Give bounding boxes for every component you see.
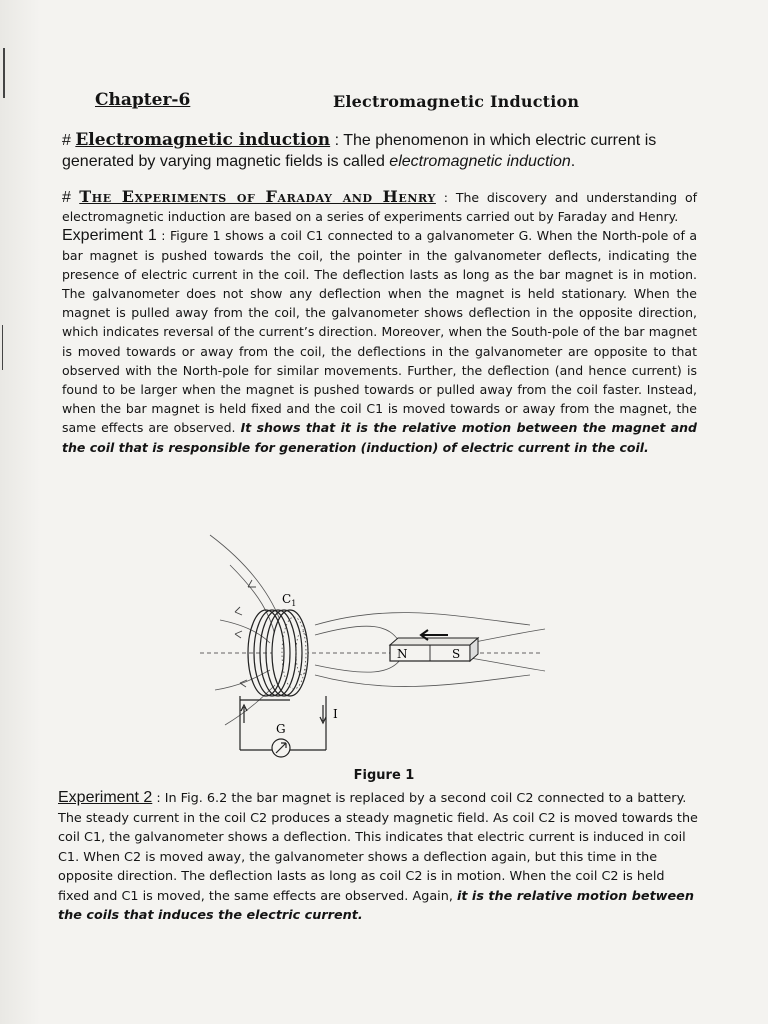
hash-marker: # <box>62 132 76 149</box>
faraday-paragraph <box>62 187 697 226</box>
chapter-title: Electromagnetic Induction <box>333 92 580 111</box>
experiments-section <box>62 187 697 457</box>
definition-text: The phenomenon in which electric current is generated by varying magnetic fields is called <box>62 132 657 170</box>
hash-marker: # <box>62 189 80 206</box>
experiment1-text: Figure 1 shows a coil C1 connected to a galvanometer G. When the North-pole of a bar magnet is pushed towards the coil, the pointer in the galvanometer deflects, indicating the presence of electric current in the coil. The deflection lasts as long as the bar magnet is in motion. The galvanometer does not show any deflection when the magnet is held stationary. When the magnet is pulled away from the coil, the galvanometer shows deflection in the opposite direction, which indicates reversal of the current’s direction. Moreover, when the South-pole of the bar magnet is moved towards or away from the coil, the deflections in the galvanometer are opposite to that observed with the North-pole for similar movements. Further, the deflection (and hence current) is found to be larger when the magnet is pushed towards or pulled away from the coil faster. Instead, when the bar magnet is held fixed and the coil C1 is moved towards or away from the magnet, the same effects are observed. <box>62 228 697 436</box>
colon: : <box>330 132 344 149</box>
current-arrows <box>241 705 326 723</box>
definition-heading: Electromagnetic induction <box>75 130 331 150</box>
faraday-heading: The Experiments of Faraday and Henry <box>79 187 436 206</box>
experiment2-label: Experiment 2 <box>58 789 153 806</box>
coil-label: $C_1$ <box>282 592 297 608</box>
colon: : <box>152 791 165 806</box>
definition-term: electromagnetic induction <box>389 153 571 170</box>
current-label: I <box>333 707 338 721</box>
field-arrows <box>235 580 256 687</box>
definition-end: . <box>570 153 576 170</box>
scan-edge-mark <box>3 48 5 98</box>
experiment1-conclusion: It shows that it is the relative motion between the magnet and the coil that is responsible for generation (induction) of electric current in the coil. <box>62 420 697 455</box>
scan-edge-mark <box>2 325 3 370</box>
experiment1-paragraph <box>62 226 697 456</box>
experiment1-label: Experiment 1 <box>62 227 157 245</box>
faraday-text: The discovery and understanding of electromagnetic induction are based on a series of experiments carried out by Faraday and Henry. <box>62 190 698 225</box>
field-lines <box>210 535 545 725</box>
chapter-number: Chapter-6 <box>95 90 191 110</box>
galvanometer-label: G <box>276 722 286 736</box>
magnet-north-label: N <box>397 647 408 661</box>
magnet-south-label: S <box>452 647 461 661</box>
figure-caption: Figure 1 <box>353 768 415 783</box>
colon: : <box>156 228 170 244</box>
chapter-header <box>95 90 635 116</box>
colon: : <box>435 190 456 205</box>
figure-coil-magnet-diagram <box>190 525 550 765</box>
experiment2-conclusion: it is the relative motion between the coils that induces the electric current. <box>58 888 694 923</box>
definition-paragraph <box>62 130 697 172</box>
scan-page-edge <box>0 0 40 1024</box>
experiment2-paragraph <box>58 788 698 926</box>
experiment2-text: In Fig. 6.2 the bar magnet is replaced by a second coil C2 connected to a battery. The steady current in the coil C2 produces a steady magnetic field. As coil C2 is moved towards the coil C1, the galvanometer shows a deflection. This indicates that electric current is induced in coil C1. When C2 is moved away, the galvanometer shows a deflection again, but this time in the opposite direction. The deflection lasts as long as coil C2 is in motion. When the coil C2 is held fixed and C1 is moved, the same effects are observed. Again, <box>58 791 698 904</box>
